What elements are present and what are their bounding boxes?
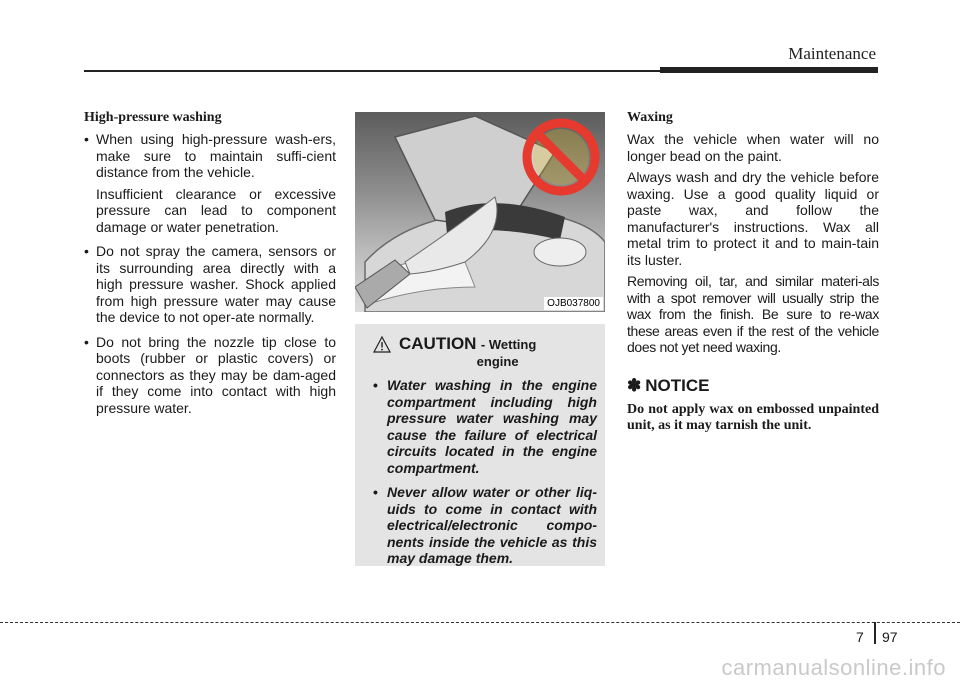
notice-label: NOTICE	[645, 375, 710, 395]
list-item	[84, 334, 336, 417]
bullet-extra-text: Insufficient clearance or excessive pressure can lead to component damage or water penetration.	[96, 185, 336, 235]
asterisk-icon: ✽	[627, 375, 642, 395]
right-column	[627, 110, 879, 435]
page-number: 97	[882, 629, 898, 645]
warning-triangle-icon	[373, 336, 391, 354]
section-heading: High-pressure washing	[84, 110, 222, 125]
watermark: carmanualsonline.info	[721, 655, 946, 680]
paragraph: Always wash and dry the vehicle before waxing. Use a good quality liquid or paste wax, and follow the manufacturer's instructions. Wax all metal trim to protect it and to main-tain its luster.	[627, 169, 879, 268]
bullet-text: • Do not spray the camera, sensors or its surrounding area directly with a high pressure washer. Shock applied from high pressure water may cause the device to not oper-ate normally.	[96, 243, 336, 325]
list-item: • Water washing in the engine compartment including high pressure water washing may cause the failure of electrical circuits located in the engine compartment.	[373, 377, 597, 476]
car-engine-wash-illustration	[355, 112, 605, 312]
left-column	[84, 110, 336, 424]
caution-label: CAUTION	[399, 334, 477, 353]
caution-header	[373, 334, 597, 369]
caution-dash: - Wetting	[480, 337, 537, 352]
list-item: • Never allow water or other liq-uids to come in contact with electrical/electronic compo-nents inside the vehicle as this may damage them.	[373, 484, 597, 567]
list-item	[84, 243, 336, 326]
header-rule	[84, 70, 660, 72]
chapter-number: 7	[856, 629, 864, 645]
bullet-text: • When using high-pressure wash-ers, make sure to maintain suffi-cient distance from the vehicle.	[96, 131, 336, 180]
notice-text: Do not apply wax on embossed unpainted unit, as it may tarnish the unit.	[627, 401, 879, 433]
section-title: Maintenance	[788, 44, 876, 63]
footer-rule	[0, 622, 960, 623]
header-rule-thick	[660, 67, 878, 73]
no-symbol-icon	[527, 123, 595, 191]
bullet-list	[84, 131, 336, 416]
notice-header	[627, 376, 879, 396]
list-item	[84, 131, 336, 235]
section-heading: Waxing	[627, 110, 673, 125]
image-id-label: OJB037800	[544, 297, 603, 310]
caution-list	[373, 377, 597, 567]
illustration	[355, 112, 605, 312]
page-separator	[874, 622, 876, 644]
caution-box	[355, 324, 605, 566]
paragraph: Removing oil, tar, and similar materi-als with a spot remover will usually strip the wax from the finish. Be sure to re-wax these areas even if the rest of the vehicle does not yet need waxing.	[627, 273, 879, 355]
bullet-text: • Do not bring the nozzle tip close to boots (rubber or plastic covers) or connectors as they may be dam-aged if they come into contact with high pressure water.	[96, 333, 336, 416]
caution-title: engine	[476, 354, 519, 369]
paragraph: Wax the vehicle when water will no longer bead on the paint.	[627, 131, 879, 164]
